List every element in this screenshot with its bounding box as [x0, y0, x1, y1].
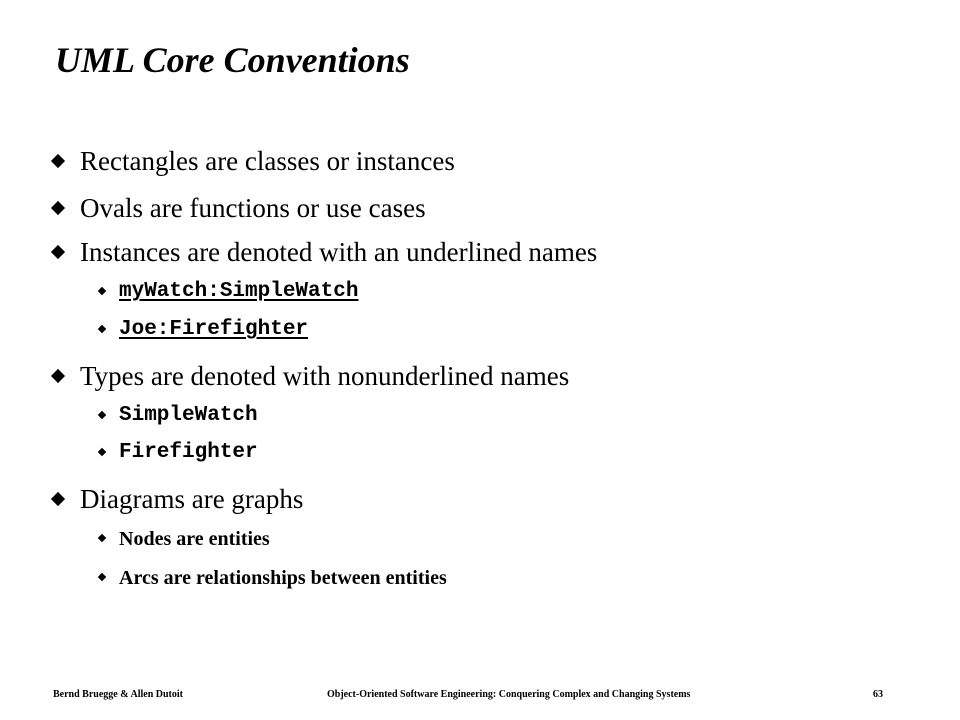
- diamond-bullet-icon: [98, 411, 106, 419]
- bullet-text: Rectangles are classes or instances: [80, 146, 455, 176]
- diamond-bullet-icon: [51, 154, 65, 168]
- footer-page-number: 63: [873, 689, 883, 700]
- diamond-bullet-icon: [98, 534, 106, 542]
- type-name: Firefighter: [119, 441, 258, 464]
- diamond-bullet-icon: [98, 325, 106, 333]
- type-name: SimpleWatch: [119, 404, 258, 427]
- diamond-bullet-icon: [51, 492, 65, 506]
- diamond-bullet-icon: [51, 245, 65, 259]
- bullet-text: Types are denoted with nonunderlined names: [80, 361, 570, 391]
- diamond-bullet-icon: [51, 369, 65, 383]
- slide-title: UML Core Conventions: [55, 40, 410, 80]
- sub-bullet-text: Arcs are relationships between entities: [119, 567, 447, 589]
- footer-book-title: Object-Oriented Software Engineering: Conquering Complex and Changing Systems: [327, 689, 691, 700]
- instance-name: Joe:Firefighter: [119, 318, 309, 341]
- diamond-bullet-icon: [98, 287, 106, 295]
- bullet-text: Instances are denoted with an underlined names: [80, 237, 598, 267]
- diamond-bullet-icon: [51, 201, 65, 215]
- bullet-text: Diagrams are graphs: [80, 484, 304, 514]
- diamond-bullet-icon: [98, 448, 106, 456]
- bullet-text: Ovals are functions or use cases: [80, 193, 426, 223]
- sub-bullet-text: Nodes are entities: [119, 528, 270, 550]
- diamond-bullet-icon: [98, 573, 106, 581]
- instance-name: myWatch:SimpleWatch: [119, 280, 359, 303]
- footer-authors: Bernd Bruegge & Allen Dutoit: [53, 689, 183, 700]
